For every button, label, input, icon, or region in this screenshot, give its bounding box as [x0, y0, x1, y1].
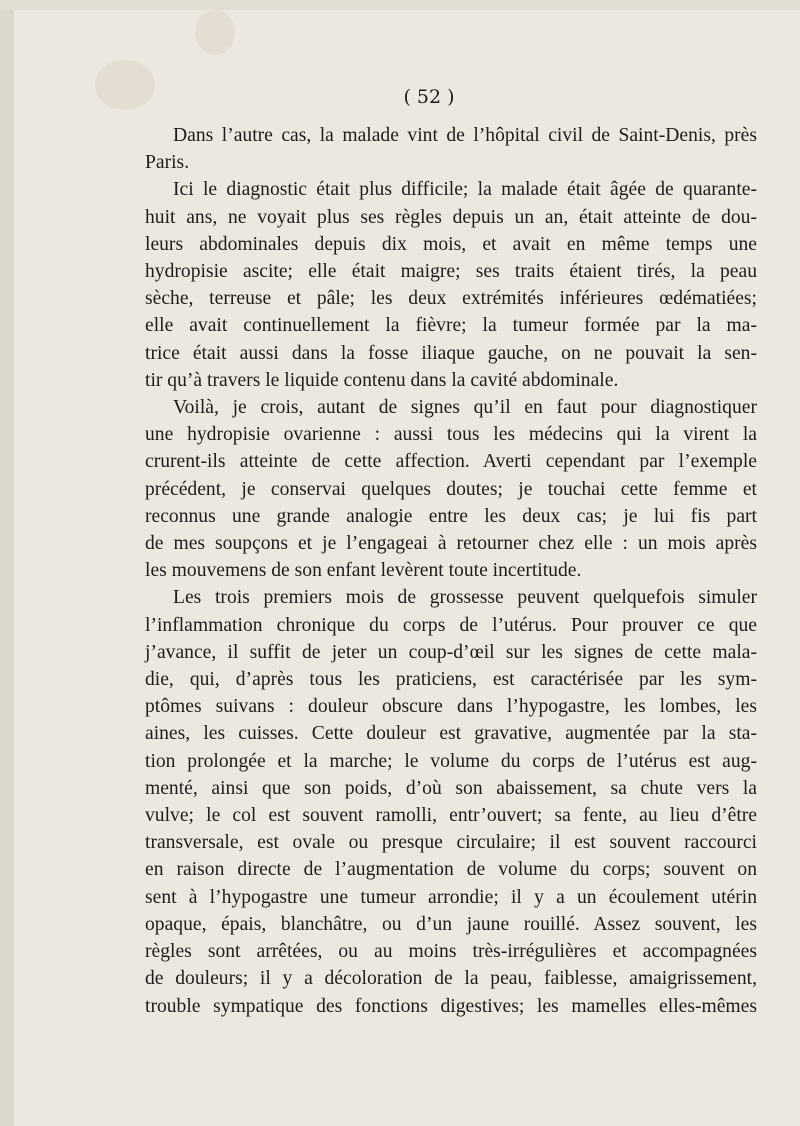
- text-line: elle avait continuellement la fièvre; la tumeur formée par la ma-: [145, 315, 757, 337]
- paper-stain: [195, 10, 235, 55]
- text-line: menté, ainsi que son poids, d’où son abaissement, sa chute vers la: [145, 777, 757, 799]
- text-line: sèche, terreuse et pâle; les deux extrémités inférieures œdématiées;: [145, 288, 757, 310]
- text-line: précédent, je conservai quelques doutes; je touchai cette femme et: [145, 478, 757, 500]
- text-line: de douleurs; il y a décoloration de la peau, faiblesse, amaigrissement,: [145, 968, 757, 990]
- text-line: Les trois premiers mois de grossesse peuvent quelquefois simuler: [173, 587, 757, 609]
- text-line: vulve; le col est souvent ramolli, entr’ouvert; sa fente, au lieu d’être: [145, 805, 757, 827]
- text-line: transversale, est ovale ou presque circulaire; il est souvent raccourci: [145, 832, 757, 854]
- text-line: Voilà, je crois, autant de signes qu’il en faut pour diagnostiquer: [173, 397, 757, 419]
- text-line: die, qui, d’après tous les praticiens, est caractérisée par les sym-: [145, 669, 757, 691]
- text-line: aines, les cuisses. Cette douleur est gravative, augmentée par la sta-: [145, 723, 757, 745]
- text-line: crurent-ils atteinte de cette affection. Averti cependant par l’exemple: [145, 451, 757, 473]
- text-line: Paris.: [145, 152, 190, 174]
- text-line: reconnus une grande analogie entre les deux cas; je lui fis part: [145, 505, 757, 527]
- page-number: ( 52 ): [403, 86, 455, 108]
- page-edge-top: [0, 0, 800, 10]
- text-line: tir qu’à travers le liquide contenu dans la cavité abdominale.: [145, 369, 619, 391]
- text-line: sent à l’hypogastre une tumeur arrondie; il y a un écoulement utérin: [145, 886, 757, 908]
- text-line: j’avance, il suffit de jeter un coup-d’œil sur les signes de cette mala-: [145, 641, 757, 663]
- text-line: opaque, épais, blanchâtre, ou d’un jaune rouillé. Assez souvent, les: [145, 913, 757, 935]
- text-line: hydropisie ascite; elle était maigre; ses traits étaient tirés, la peau: [145, 261, 757, 283]
- text-line: Ici le diagnostic était plus difficile; la malade était âgée de quarante-: [173, 179, 757, 201]
- text-line: leurs abdominales depuis dix mois, et avait en même temps une: [145, 233, 757, 255]
- body-text: [145, 122, 757, 1020]
- text-line: les mouvemens de son enfant levèrent toute incertitude.: [145, 560, 582, 582]
- text-line: Dans l’autre cas, la malade vint de l’hôpital civil de Saint-Denis, près: [173, 125, 757, 146]
- text-line: ptômes suivans : douleur obscure dans l’hypogastre, les lombes, les: [145, 696, 757, 718]
- text-line: trouble sympatique des fonctions digestives; les mamelles elles-mêmes: [145, 995, 757, 1017]
- text-line: règles sont arrêtées, ou au moins très-irrégulières et accompagnées: [145, 941, 757, 963]
- text-line: huit ans, ne voyait plus ses règles depuis un an, était atteinte de dou-: [145, 206, 757, 228]
- text-line: en raison directe de l’augmentation de volume du corps; souvent on: [145, 859, 757, 881]
- text-line: l’inflammation chronique du corps de l’utérus. Pour prouver ce que: [145, 614, 757, 636]
- text-line: trice était aussi dans la fosse iliaque gauche, on ne pouvait la sen-: [145, 342, 757, 364]
- text-line: une hydropisie ovarienne : aussi tous les médecins qui la virent la: [145, 424, 757, 446]
- text-line: de mes soupçons et je l’engageai à retourner chez elle : un mois après: [145, 533, 757, 555]
- text-line: tion prolongée et la marche; le volume du corps de l’utérus est aug-: [145, 750, 757, 772]
- page-edge: [0, 0, 14, 1126]
